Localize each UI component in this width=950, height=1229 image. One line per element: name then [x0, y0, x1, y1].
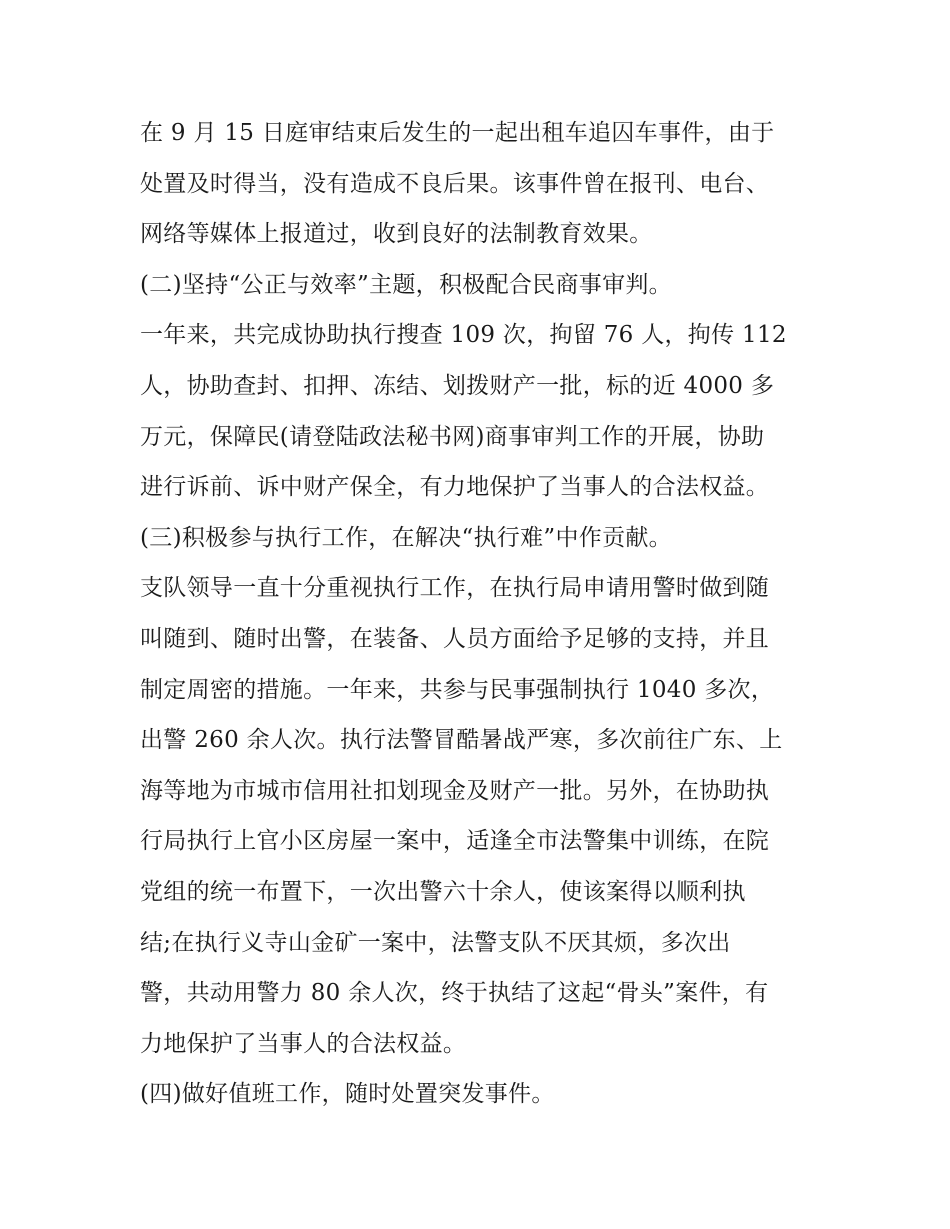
text-line: 人，协助查封、扣押、冻结、划拨财产一批，标的近 4000 多	[140, 372, 775, 399]
text-line: 制定周密的措施。一年来，共参与民事强制执行 1040 多次，	[140, 676, 775, 703]
text-line: 结;在执行义寺山金矿一案中，法警支队不厌其烦，多次出	[140, 929, 731, 956]
text-line: 一年来，共完成协助执行搜查 109 次，拘留 76 人，拘传 112	[140, 322, 787, 349]
text-line: 在 9 月 15 日庭审结束后发生的一起出租车追囚车事件，由于	[140, 120, 775, 146]
text-line: 进行诉前、诉中财产保全，有力地保护了当事人的合法权益。	[140, 474, 770, 501]
text-line: 力地保护了当事人的合法权益。	[140, 1030, 467, 1057]
text-line: 行局执行上官小区房屋一案中，适逢全市法警集中训练，在院	[140, 828, 770, 855]
section-heading-4: (四)做好值班工作，随时处置突发事件。	[140, 1081, 555, 1108]
section-heading-2: (二)坚持“公正与效率”主题，积极配合民商事审判。	[140, 271, 672, 298]
text-line: 警，共动用警力 80 余人次，终于执结了这起“骨头”案件，有	[140, 980, 769, 1007]
text-line: 海等地为市城市信用社扣划现金及财产一批。另外，在协助执	[140, 777, 770, 804]
body-text	[140, 108, 830, 1120]
text-line: 叫随到、随时出警，在装备、人员方面给予足够的支持，并且	[140, 625, 770, 652]
text-line: 党组的统一布置下，一次出警六十余人，使该案得以顺利执	[140, 878, 746, 905]
text-line: 支队领导一直十分重视执行工作，在执行局申请用警时做到随	[140, 575, 770, 602]
text-line: 万元，保障民(请登陆政法秘书网)商事审判工作的开展，协助	[140, 423, 765, 450]
text-line: 出警 260 余人次。执行法警冒酷暑战严寒，多次前往广东、上	[140, 727, 783, 754]
section-heading-3: (三)积极参与执行工作，在解决“执行难”中作贡献。	[140, 524, 672, 551]
text-line: 处置及时得当，没有造成不良后果。该事件曾在报刊、电台、	[140, 170, 770, 197]
text-line: 网络等媒体上报道过，收到良好的法制教育效果。	[140, 221, 653, 248]
